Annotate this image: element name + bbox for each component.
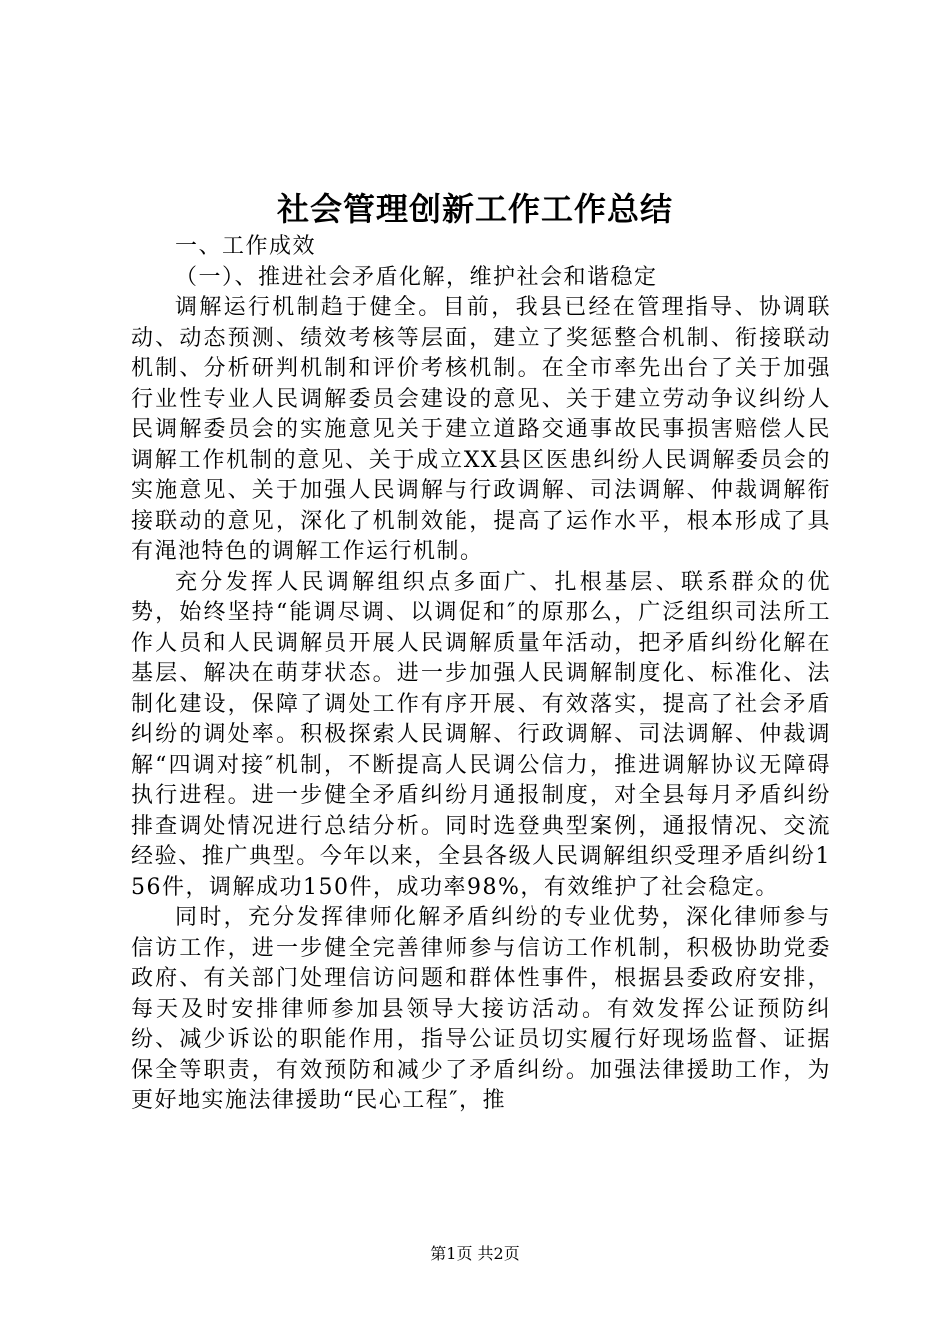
body-paragraph: 同时，充分发挥律师化解矛盾纠纷的专业优势，深化律师参与信访工作，进一步健全完善律师参与信访工作机制，积极协助党委政府、有关部门处理信访问题和群体性事件，根据县委政府安排，每天及时安排律师参加县领导大接访活动。有效发挥公证预防纠纷、减少诉讼的职能作用，指导公证员切实履行好现场监督、证据保全等职责，有效预防和减少了矛盾纠纷。加强法律援助工作，为更好地实施法律援助“民心工程″，推: [131, 905, 831, 1113]
document-title: 社会管理创新工作工作总结: [276, 190, 673, 228]
document-body: [131, 232, 831, 1117]
section-heading: 一、工作成效: [175, 234, 317, 259]
body-paragraph: 调解运行机制趋于健全。目前，我县已经在管理指导、协调联动、动态预测、绩效考核等层面，建立了奖惩整合机制、衔接联动机制、分析研判机制和评价考核机制。在全市率先出台了关于加强行业性专业人民调解委员会建设的意见、关于建立劳动争议纠纷人民调解委员会的实施意见关于建立道路交通事故民事损害赔偿人民调解工作机制的意见、关于成立XX县区医患纠纷人民调解委员会的实施意见、关于加强人民调解与行政调解、司法调解、仲裁调解衔接联动的意见，深化了机制效能，提高了运作水平，根本形成了具有渑池特色的调解工作运行机制。: [131, 295, 831, 564]
page-footer: 第1页 共2页: [430, 1244, 520, 1263]
subsection-heading: （一）、推进社会矛盾化解，维护社会和谐稳定: [175, 264, 658, 290]
body-paragraph: 充分发挥人民调解组织点多面广、扎根基层、联系群众的优势，始终坚持“能调尽调、以调促和″的原那么，广泛组织司法所工作人员和人民调解员开展人民调解质量年活动，把矛盾纠纷化解在基层、解决在萌芽状态。进一步加强人民调解制度化、标准化、法制化建设，保障了调处工作有序开展、有效落实，提高了社会矛盾纠纷的调处率。积极探索人民调解、行政调解、司法调解、仲裁调解“四调对接″机制，不断提高人民调公信力，推进调解协议无障碍执行进程。进一步健全矛盾纠纷月通报制度，对全县每月矛盾纠纷排查调处情况进行总结分析。同时选登典型案例，通报情况、交流经验、推广典型。今年以来，全县各级人民调解组织受理矛盾纠纷156件，调解成功150件，成功率98%，有效维护了社会稳定。: [131, 569, 831, 900]
